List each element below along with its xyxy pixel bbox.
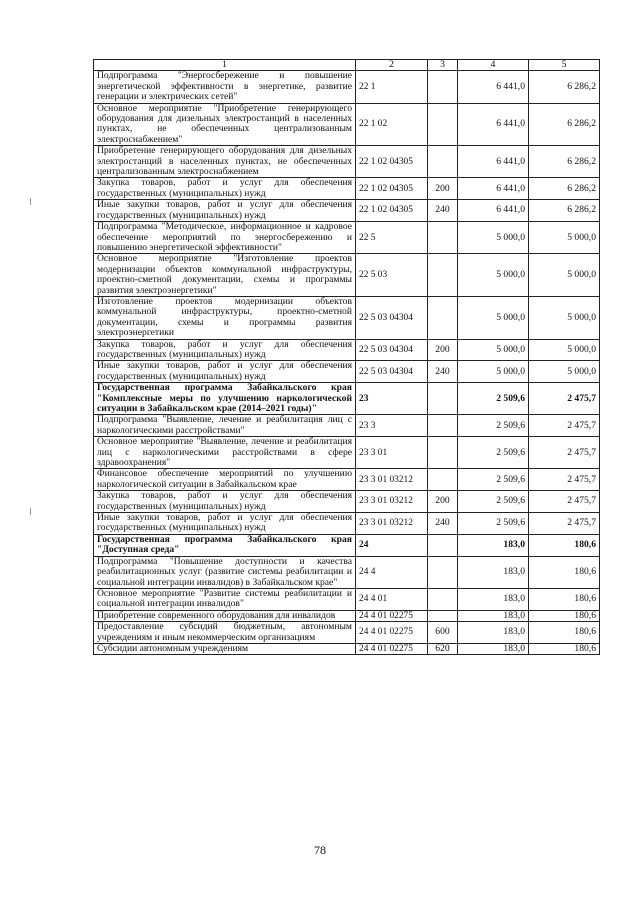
row-code-cell: 24 4 01 02275 xyxy=(356,610,428,621)
table-row xyxy=(94,146,600,178)
row-value-4-cell: 2 509,6 xyxy=(458,437,529,469)
row-name-cell: Субсидии автономным учреждениям xyxy=(94,643,356,654)
row-value-4-cell: 5 000,0 xyxy=(458,339,529,361)
row-type-cell: 620 xyxy=(428,643,458,654)
table-row xyxy=(94,610,600,621)
row-code-cell: 24 4 01 xyxy=(356,588,428,610)
row-value-5-cell: 6 286,2 xyxy=(529,146,600,178)
table-row xyxy=(94,200,600,222)
row-value-5-cell: 180,6 xyxy=(529,643,600,654)
table-row xyxy=(94,339,600,361)
table-header-row xyxy=(94,60,600,71)
row-type-cell xyxy=(428,437,458,469)
row-value-5-cell: 6 286,2 xyxy=(529,200,600,222)
row-code-cell: 22 5 xyxy=(356,222,428,254)
table-row xyxy=(94,71,600,103)
table-row xyxy=(94,254,600,297)
row-code-cell: 22 1 02 04305 xyxy=(356,178,428,200)
row-type-cell xyxy=(428,222,458,254)
row-name-cell: Основное мероприятие "Приобретение генерирующего оборудования для дизельных электростанций в населенных пунктах, не обеспеченных централизованным электроснабжением" xyxy=(94,103,356,146)
row-name-cell: Подпрограмма "Выявление, лечение и реабилитация лиц с наркологическими расстройствами" xyxy=(94,415,356,437)
row-value-4-cell: 6 441,0 xyxy=(458,103,529,146)
row-code-cell: 24 4 xyxy=(356,556,428,588)
row-type-cell: 240 xyxy=(428,361,458,383)
row-value-5-cell: 180,6 xyxy=(529,610,600,621)
header-col-5: 5 xyxy=(529,60,600,71)
row-value-5-cell: 180,6 xyxy=(529,622,600,644)
row-type-cell xyxy=(428,383,458,415)
row-code-cell: 23 3 01 03212 xyxy=(356,513,428,535)
row-value-5-cell: 6 286,2 xyxy=(529,178,600,200)
row-value-5-cell: 5 000,0 xyxy=(529,254,600,297)
row-value-4-cell: 183,0 xyxy=(458,643,529,654)
row-type-cell: 240 xyxy=(428,200,458,222)
table-row xyxy=(94,296,600,339)
row-value-4-cell: 6 441,0 xyxy=(458,146,529,178)
table-row xyxy=(94,103,600,146)
row-name-cell: Приобретение современного оборудования для инвалидов xyxy=(94,610,356,621)
row-value-4-cell: 2 509,6 xyxy=(458,383,529,415)
row-value-4-cell: 5 000,0 xyxy=(458,254,529,297)
row-name-cell: Подпрограмма "Методическое, информационное и кадровое обеспечение мероприятий по энергосбережению и повышению энергетической эффективности" xyxy=(94,222,356,254)
table-row xyxy=(94,361,600,383)
row-type-cell xyxy=(428,556,458,588)
row-value-4-cell: 2 509,6 xyxy=(458,469,529,491)
row-code-cell: 22 5 03 04304 xyxy=(356,361,428,383)
table-row xyxy=(94,622,600,644)
row-name-cell: Иные закупки товаров, работ и услуг для обеспечения государственных (муниципальных) нужд xyxy=(94,200,356,222)
row-name-cell: Закупка товаров, работ и услуг для обеспечения государственных (муниципальных) нужд xyxy=(94,491,356,513)
table-row xyxy=(94,491,600,513)
row-value-4-cell: 183,0 xyxy=(458,622,529,644)
row-type-cell xyxy=(428,71,458,103)
row-value-4-cell: 6 441,0 xyxy=(458,200,529,222)
row-code-cell: 24 xyxy=(356,534,428,556)
header-col-4: 4 xyxy=(458,60,529,71)
row-code-cell: 22 5 03 04304 xyxy=(356,296,428,339)
row-code-cell: 22 5 03 04304 xyxy=(356,339,428,361)
row-value-5-cell: 180,6 xyxy=(529,534,600,556)
row-code-cell: 23 xyxy=(356,383,428,415)
row-value-4-cell: 6 441,0 xyxy=(458,71,529,103)
row-type-cell xyxy=(428,254,458,297)
row-value-4-cell: 6 441,0 xyxy=(458,178,529,200)
row-name-cell: Приобретение генерирующего оборудования для дизельных электростанций в населенных пунктах, не обеспеченных централизованным электроснабжением xyxy=(94,146,356,178)
header-col-2: 2 xyxy=(356,60,428,71)
row-name-cell: Основное мероприятие "Развитие системы реабилитации и социальной интеграции инвалидов" xyxy=(94,588,356,610)
row-value-5-cell: 180,6 xyxy=(529,556,600,588)
row-value-4-cell: 5 000,0 xyxy=(458,361,529,383)
row-value-4-cell: 183,0 xyxy=(458,556,529,588)
table-row xyxy=(94,469,600,491)
row-name-cell: Закупка товаров, работ и услуг для обеспечения государственных (муниципальных) нужд xyxy=(94,178,356,200)
row-value-5-cell: 2 475,7 xyxy=(529,513,600,535)
row-type-cell xyxy=(428,469,458,491)
row-value-4-cell: 5 000,0 xyxy=(458,296,529,339)
row-code-cell: 22 1 02 xyxy=(356,103,428,146)
row-value-4-cell: 5 000,0 xyxy=(458,222,529,254)
row-name-cell: Закупка товаров, работ и услуг для обеспечения государственных (муниципальных) нужд xyxy=(94,339,356,361)
table-row xyxy=(94,556,600,588)
row-value-5-cell: 6 286,2 xyxy=(529,71,600,103)
row-value-5-cell: 2 475,7 xyxy=(529,437,600,469)
table-body xyxy=(94,71,600,655)
row-value-5-cell: 180,6 xyxy=(529,588,600,610)
row-type-cell: 200 xyxy=(428,339,458,361)
row-code-cell: 22 1 xyxy=(356,71,428,103)
row-type-cell: 600 xyxy=(428,622,458,644)
row-type-cell xyxy=(428,588,458,610)
row-value-5-cell: 5 000,0 xyxy=(529,222,600,254)
row-name-cell: Государственная программа Забайкальского края "Комплексные меры по улучшению наркологической ситуации в Забайкальском крае (2014–2021 годы)" xyxy=(94,383,356,415)
row-code-cell: 22 5 03 xyxy=(356,254,428,297)
row-name-cell: Иные закупки товаров, работ и услуг для обеспечения государственных (муниципальных) нужд xyxy=(94,361,356,383)
row-value-5-cell: 5 000,0 xyxy=(529,361,600,383)
row-type-cell xyxy=(428,534,458,556)
row-value-5-cell: 2 475,7 xyxy=(529,415,600,437)
row-value-5-cell: 2 475,7 xyxy=(529,383,600,415)
row-code-cell: 23 3 xyxy=(356,415,428,437)
row-name-cell: Государственная программа Забайкальского края "Доступная среда" xyxy=(94,534,356,556)
row-value-4-cell: 2 509,6 xyxy=(458,491,529,513)
row-name-cell: Подпрограмма "Повышение доступности и качества реабилитационных услуг (развитие системы реабилитации и социальной интеграции инвалидов) в Забайкальском крае" xyxy=(94,556,356,588)
row-value-4-cell: 183,0 xyxy=(458,588,529,610)
row-code-cell: 23 3 01 03212 xyxy=(356,491,428,513)
table-row xyxy=(94,437,600,469)
row-value-4-cell: 2 509,6 xyxy=(458,513,529,535)
header-col-1: 1 xyxy=(94,60,356,71)
row-code-cell: 24 4 01 02275 xyxy=(356,622,428,644)
table-row xyxy=(94,222,600,254)
row-name-cell: Предоставление субсидий бюджетным, автономным учреждениям и иным некоммерческим организациям xyxy=(94,622,356,644)
row-value-5-cell: 2 475,7 xyxy=(529,491,600,513)
row-type-cell xyxy=(428,610,458,621)
row-name-cell: Основное мероприятие "Выявление, лечение и реабилитация лиц с наркологическими расстройствами в сфере здравоохранения" xyxy=(94,437,356,469)
row-type-cell xyxy=(428,415,458,437)
table-row xyxy=(94,588,600,610)
row-value-5-cell: 6 286,2 xyxy=(529,103,600,146)
scan-edge-mark xyxy=(30,198,31,205)
row-name-cell: Подпрограмма "Энергосбережение и повышение энергетической эффективности в энергетике, развитие генерации и электрических сетей" xyxy=(94,71,356,103)
row-type-cell: 200 xyxy=(428,178,458,200)
table-row xyxy=(94,383,600,415)
table-row xyxy=(94,534,600,556)
row-value-5-cell: 5 000,0 xyxy=(529,296,600,339)
scan-edge-mark xyxy=(30,508,31,515)
header-col-3: 3 xyxy=(428,60,458,71)
row-code-cell: 23 3 01 03212 xyxy=(356,469,428,491)
row-type-cell xyxy=(428,296,458,339)
row-name-cell: Изготовление проектов модернизации объектов коммунальной инфраструктуры, проектно-сметной документации, схемы и программы развития электроэнергетики xyxy=(94,296,356,339)
table-row xyxy=(94,415,600,437)
table-row xyxy=(94,513,600,535)
page-number: 78 xyxy=(314,843,326,857)
row-value-5-cell: 2 475,7 xyxy=(529,469,600,491)
row-code-cell: 23 3 01 xyxy=(356,437,428,469)
row-type-cell: 200 xyxy=(428,491,458,513)
row-value-4-cell: 183,0 xyxy=(458,534,529,556)
budget-table xyxy=(93,59,600,655)
row-value-4-cell: 183,0 xyxy=(458,610,529,621)
row-value-4-cell: 2 509,6 xyxy=(458,415,529,437)
row-code-cell: 22 1 02 04305 xyxy=(356,146,428,178)
row-type-cell: 240 xyxy=(428,513,458,535)
row-code-cell: 22 1 02 04305 xyxy=(356,200,428,222)
row-type-cell xyxy=(428,146,458,178)
table-row xyxy=(94,643,600,654)
row-name-cell: Финансовое обеспечение мероприятий по улучшению наркологической ситуации в Забайкальском крае xyxy=(94,469,356,491)
row-code-cell: 24 4 01 02275 xyxy=(356,643,428,654)
row-name-cell: Иные закупки товаров, работ и услуг для обеспечения государственных (муниципальных) нужд xyxy=(94,513,356,535)
row-type-cell xyxy=(428,103,458,146)
table-row xyxy=(94,178,600,200)
row-name-cell: Основное мероприятие "Изготовление проектов модернизации объектов коммунальной инфраструктуры, проектно-сметной документации, схемы и программы развития электроэнергетики" xyxy=(94,254,356,297)
row-value-5-cell: 5 000,0 xyxy=(529,339,600,361)
